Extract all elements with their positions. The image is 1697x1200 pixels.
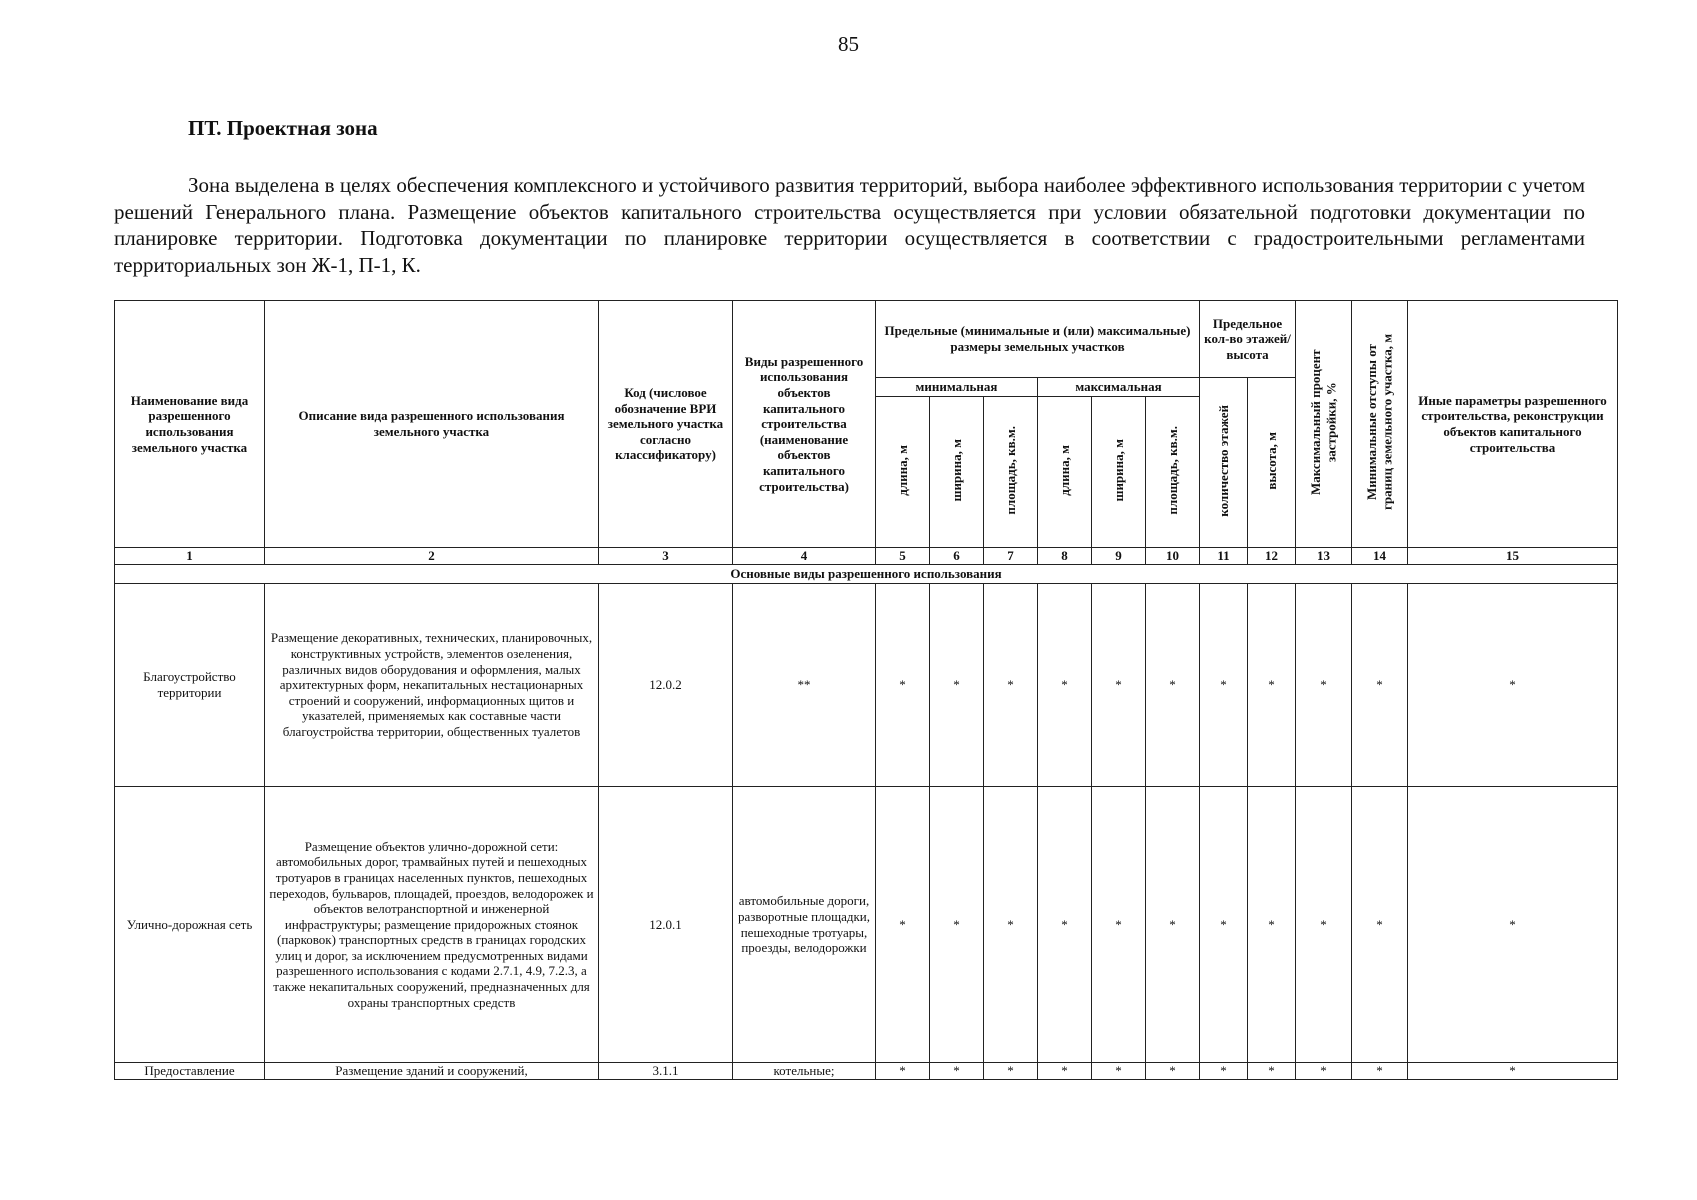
column-number: 9 <box>1092 548 1146 565</box>
objects-cell: ** <box>733 584 876 787</box>
use-name-cell: Улично-дорожная сеть <box>115 787 265 1063</box>
column-numbers-row <box>115 548 1618 565</box>
column-number: 8 <box>1038 548 1092 565</box>
value-cell: * <box>1248 1063 1296 1080</box>
header-height: высота, м <box>1248 378 1296 548</box>
value-cell: * <box>1248 787 1296 1063</box>
value-cell: * <box>1408 787 1618 1063</box>
column-number: 7 <box>984 548 1038 565</box>
use-description-cell: Размещение зданий и сооружений, <box>265 1063 599 1080</box>
page-number: 85 <box>838 32 859 56</box>
table-header <box>115 301 1618 565</box>
header-plot-size-limits: Предельные (минимальные и (или) максимальные) размеры земельных участков <box>876 301 1200 378</box>
zone-title: ПТ. Проектная зона <box>188 116 378 140</box>
code-cell: 3.1.1 <box>599 1063 733 1080</box>
value-cell: * <box>1296 787 1352 1063</box>
value-cell: * <box>1038 787 1092 1063</box>
value-cell: * <box>1146 1063 1200 1080</box>
column-number: 5 <box>876 548 930 565</box>
column-number: 6 <box>930 548 984 565</box>
value-cell: * <box>930 1063 984 1080</box>
header-min-width: ширина, м <box>930 397 984 548</box>
value-cell: * <box>1146 584 1200 787</box>
header-object-types: Виды разрешенного использования объектов капитального строительства (наименование объектов капитального строительства) <box>733 301 876 548</box>
value-cell: * <box>984 787 1038 1063</box>
value-cell: * <box>1352 584 1408 787</box>
header-max-width: ширина, м <box>1092 397 1146 548</box>
value-cell: * <box>1200 584 1248 787</box>
header-max-area: площадь, кв.м. <box>1146 397 1200 548</box>
column-number: 12 <box>1248 548 1296 565</box>
use-description-cell: Размещение объектов улично-дорожной сети: автомобильных дорог, трамвайных путей и пешеходных тротуаров в границах населенных пунктов, пешеходных переходов, бульваров, площадей, проездов, велодорожек и объектов велотранспортной и инженерной инфраструктуры; размещение придорожных стоянок (парковок) транспортных средств в границах городских улиц и дорог, за исключением предусмотренных видами разрешенного использования с кодами 2.7.1, 4.9, 7.2.3, а также некапитальных сооружений, предназначенных для охраны транспортных средств <box>265 787 599 1063</box>
value-cell: * <box>1092 787 1146 1063</box>
section-row <box>115 565 1618 584</box>
section-title: Основные виды разрешенного использования <box>115 565 1618 584</box>
column-number: 3 <box>599 548 733 565</box>
value-cell: * <box>1092 1063 1146 1080</box>
value-cell: * <box>1408 1063 1618 1080</box>
use-name-cell: Предоставление <box>115 1063 265 1080</box>
value-cell: * <box>1038 584 1092 787</box>
column-number: 13 <box>1296 548 1352 565</box>
header-floors-limit: Предельное кол-во этажей/ высота <box>1200 301 1296 378</box>
header-min-setbacks: Минимальные отступы от границ земельного участка, м <box>1352 301 1408 548</box>
value-cell: * <box>1038 1063 1092 1080</box>
value-cell: * <box>930 787 984 1063</box>
value-cell: * <box>876 584 930 787</box>
header-min-length: длина, м <box>876 397 930 548</box>
value-cell: * <box>1248 584 1296 787</box>
zone-intro-paragraph: Зона выделена в целях обеспечения комплексного и устойчивого развития территорий, выбора наиболее эффективного использования территории с учетом решений Генерального плана. Размещение объектов капитального строительства осуществляется при условии обязательной подготовки документации по планировке территории. Подготовка документации по планировке территории осуществляется в соответствии с градостроительными регламентами территориальных зон Ж-1, П-1, К. <box>114 173 1585 277</box>
use-name-cell: Благоустройство территории <box>115 584 265 787</box>
zone-regulations-table <box>114 300 1618 1080</box>
header-other-params: Иные параметры разрешенного строительства, реконструкции объектов капитального строительства <box>1408 301 1618 548</box>
value-cell: * <box>984 1063 1038 1080</box>
column-number: 4 <box>733 548 876 565</box>
value-cell: * <box>876 787 930 1063</box>
use-description-cell: Размещение декоративных, технических, планировочных, конструктивных устройств, элементов озеленения, различных видов оборудования и оформления, малых архитектурных форм, некапитальных нестационарных строений и сооружений, информационных щитов и указателей, применяемых как составные части благоустройства территории, общественных туалетов <box>265 584 599 787</box>
value-cell: * <box>930 584 984 787</box>
header-min-area: площадь, кв.м. <box>984 397 1038 548</box>
value-cell: * <box>1352 1063 1408 1080</box>
value-cell: * <box>1200 1063 1248 1080</box>
table-row <box>115 1063 1618 1080</box>
value-cell: * <box>1296 584 1352 787</box>
column-number: 14 <box>1352 548 1408 565</box>
column-number: 11 <box>1200 548 1248 565</box>
table-row <box>115 787 1618 1063</box>
value-cell: * <box>1092 584 1146 787</box>
value-cell: * <box>1146 787 1200 1063</box>
column-number: 15 <box>1408 548 1618 565</box>
header-use-name: Наименование вида разрешенного использования земельного участка <box>115 301 265 548</box>
table-row <box>115 584 1618 787</box>
value-cell: * <box>984 584 1038 787</box>
column-number: 1 <box>115 548 265 565</box>
value-cell: * <box>1200 787 1248 1063</box>
code-cell: 12.0.1 <box>599 787 733 1063</box>
value-cell: * <box>1352 787 1408 1063</box>
header-maximal: максимальная <box>1038 378 1200 397</box>
header-max-build-percent: Максимальный процент застройки, % <box>1296 301 1352 548</box>
value-cell: * <box>1408 584 1618 787</box>
header-use-description: Описание вида разрешенного использования земельного участка <box>265 301 599 548</box>
objects-cell: автомобильные дороги, разворотные площадки, пешеходные тротуары, проезды, велодорожки <box>733 787 876 1063</box>
header-minimal: минимальная <box>876 378 1038 397</box>
value-cell: * <box>876 1063 930 1080</box>
header-floors-count: количество этажей <box>1200 378 1248 548</box>
column-number: 10 <box>1146 548 1200 565</box>
column-number: 2 <box>265 548 599 565</box>
value-cell: * <box>1296 1063 1352 1080</box>
code-cell: 12.0.2 <box>599 584 733 787</box>
header-code: Код (числовое обозначение ВРИ земельного участка согласно классификатору) <box>599 301 733 548</box>
header-max-length: длина, м <box>1038 397 1092 548</box>
objects-cell: котельные; <box>733 1063 876 1080</box>
